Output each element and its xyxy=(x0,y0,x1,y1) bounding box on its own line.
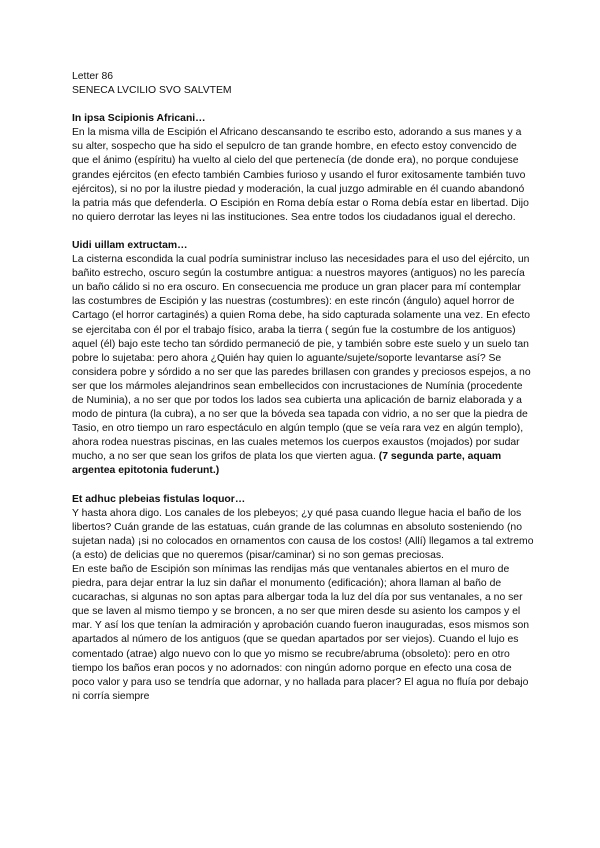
spacer xyxy=(72,98,534,112)
section-title: Et adhuc plebeias fistulas loquor… xyxy=(72,493,246,505)
letter-salutation: SENECA LVCILIO SVO SALVTEM xyxy=(72,85,232,97)
section-paragraph: En este baño de Escipión son mínimas las rendijas más que ventanales abiertos en el muro de piedra, para dejar entrar la luz sin dañar el monumento (edificación); ahora llaman al baño de cucarachas, si algunas no son aptas para albergar toda la luz del día por sus ventanales, a no ser que se laven al mismo tiempo y se broncen, a no ser que miren desde su asiento los campos y el mar. Y así los que tenían la admiración y aprobación cuando fueron inauguradas, esos mismos son apartados al número de los antiguos (que se quedan apartados por ser viejos). Cuando el lujo es comentado (atrae) algo nuevo con lo que yo mismo se recubre/abruma (obsoleto): pero en otro tiempo los baños eran pocos y no adornados: con ningún adorno porque en efecto una cosa de poco valor y para uso se tendría que adornar, y no hallada para placer? El agua no fluía por debajo ni corría siempre xyxy=(72,564,530,702)
section-paragraph: Y hasta ahora digo. Los canales de los plebeyos; ¿y qué pasa cuando llegue hacia el baño de los libertos? Cuán grande de las estatuas, cuán grande de las columnas en absoluto sosteniendo (no sujetan nada) ¡si no colocados en ornamentos con causa de los costos! (Allí) llegamos a tal extremo (a esto) de delicias que no queremos (pisar/caminar) si no son gemas preciosas. xyxy=(72,507,534,561)
paragraph-text: La cisterna escondida la cual podría suministrar incluso las necesidades para el uso del ejército, un bañito estrecho, oscuro según la costumbre antigua: a nuestros mayores (antiguos) no les parecía un baño cálido si no era oscuro. En consecuencia me produce un gran placer para mí contemplar las costumbres de Escipión y las nuestras (costumbres): en este rincón (ángulo) aquel horror de Cartago (el horror cartaginés) a quien Roma debe, ha sido capturada solamente una vez. En efecto se ejercitaba con él por el trabajo físico, araba la tierra ( según fue la costumbre de los antiguos) aquel (él) bajo este techo tan sórdido permaneció de pie, y también sobre este suelo y un suelo tan pobre lo sujetaba: pero ahora ¿Quién hay quien lo aguante/sujete/soporte levantarse así? Se considera pobre y sórdido a no ser que las paredes brillasen con grandes y preciosos espejos, a no ser que los mármoles alejandrinos sean embellecidos con incrustaciones de Numínia (procedente de Numinia), a no ser que por todos los lados sea cubierta una aplicación de barniz elaborada y a modo de pintura (la cubra), a no ser que la bóveda sea tapada con vidrio, a no ser que la piedra de Tasio, en otro tiempo un raro espectáculo en algún templo (que se veía rara vez en algún templo), ahora rodea nuestras piscinas, en las cuales metemos los cuerpos exaustos (mojados) por sudar mucho, a no ser que sean los grifos de plata los que vierten agua. xyxy=(72,254,531,463)
spacer xyxy=(72,479,534,493)
document-page xyxy=(72,70,534,704)
section-paragraph xyxy=(72,253,534,479)
section-paragraph: En la misma villa de Escipión el Africano descansando te escribo esto, adorando a sus manes y a su alter, sospecho que ha sido el sepulcro de tan grande hombre, en efecto estoy convencido de que el ánimo (espíritu) ha vuelto al cielo del que pertenecía (de donde era), no porque condujese grandes ejércitos (en efecto también Cambies furioso y usando el furor exitosamente también tuvo ejércitos), si no por la ilustre piedad y moderación, la cual juzgo admirable en él cuando abandonó la patria más que defenderla. O Escipión en Roma debía estar o Roma debía estar en libertad. Dijo no quiero derrotar las leyes ni las instituciones. Sea entre todos los ciudadanos igual el derecho. xyxy=(72,127,529,223)
spacer xyxy=(72,225,534,239)
letter-number: Letter 86 xyxy=(72,71,114,82)
section-title: Uidi uillam extructam… xyxy=(72,239,188,251)
section-title: In ipsa Scipionis Africani… xyxy=(72,113,206,125)
latin-quote: (7 segunda parte, aquam argentea epitotonia fuderunt.) xyxy=(72,451,502,477)
